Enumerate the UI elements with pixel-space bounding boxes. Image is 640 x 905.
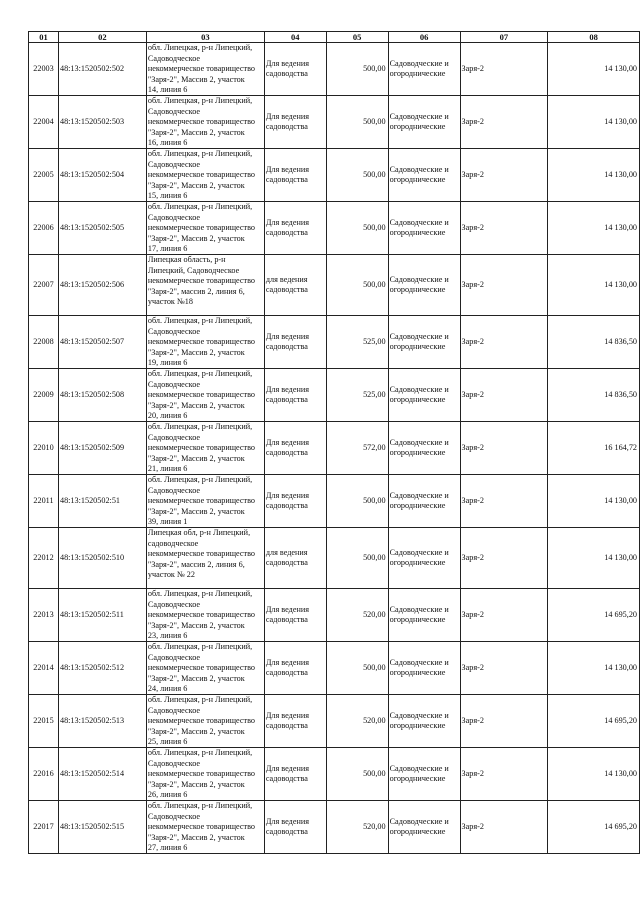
cell-line: обл. Липецкая, р-н Липецкий, xyxy=(147,642,253,651)
cell-line: садоводства xyxy=(265,69,308,78)
value-cell: 14 130,00 xyxy=(548,475,640,528)
area-cell: 520,00 xyxy=(326,695,388,748)
table-body xyxy=(29,43,640,854)
cell-line: Для ведения xyxy=(265,58,309,68)
cell-line: Садоводческие и xyxy=(389,111,449,121)
cell-line: некоммерческое товарищество xyxy=(147,276,255,286)
cell-line: Садоводческое xyxy=(147,379,201,389)
zone-cell: Заря-2 xyxy=(460,695,548,748)
land-use-cell xyxy=(264,642,326,695)
zone-cell: Заря-2 xyxy=(460,642,548,695)
category-cell xyxy=(388,695,460,748)
column-header: 01 xyxy=(29,32,59,43)
table-row xyxy=(29,748,640,801)
address-cell xyxy=(146,475,264,528)
cell-line: участок № 22 xyxy=(147,570,195,580)
cell-line: 21, линия 6 xyxy=(147,464,188,474)
category-cell xyxy=(388,369,460,422)
cell-line: садоводства xyxy=(265,175,308,184)
cell-line: некоммерческое товарищество xyxy=(147,822,255,832)
address-cell xyxy=(146,43,264,96)
value-cell: 14 130,00 xyxy=(548,96,640,149)
cell-line: Садоводческие и xyxy=(389,763,449,773)
column-header: 08 xyxy=(548,32,640,43)
value-cell: 14 130,00 xyxy=(548,528,640,589)
column-header: 03 xyxy=(146,32,264,43)
cadastral-number: 48:13:1520502:51 xyxy=(58,475,146,528)
cell-line: обл. Липецкая, р-н Липецкий, xyxy=(147,695,253,704)
cell-line: Садоводческие и xyxy=(389,331,449,341)
cell-line: Садоводческие и xyxy=(389,816,449,826)
cell-line: Садоводческие и xyxy=(389,547,449,557)
cell-line: для ведения xyxy=(265,274,308,284)
cell-line: огороднические xyxy=(389,175,446,184)
cell-line: некоммерческое товарищество xyxy=(147,223,255,233)
address-cell xyxy=(146,202,264,255)
land-use-cell xyxy=(264,589,326,642)
cell-line: огороднические xyxy=(389,448,446,457)
cell-line: некоммерческое товарищество xyxy=(147,170,255,180)
cell-line: Для ведения xyxy=(265,164,309,174)
cell-line: для ведения xyxy=(265,547,308,557)
cell-line: Садоводческое xyxy=(147,599,201,609)
cell-line: садоводства xyxy=(265,501,308,510)
cell-line: 17, линия 6 xyxy=(147,244,188,254)
land-use-cell xyxy=(264,748,326,801)
land-use-cell xyxy=(264,422,326,475)
address-cell xyxy=(146,589,264,642)
address-cell xyxy=(146,149,264,202)
category-cell xyxy=(388,748,460,801)
land-plots-table xyxy=(28,31,640,854)
cell-line: садоводства xyxy=(265,721,308,730)
zone-cell: Заря-2 xyxy=(460,475,548,528)
zone-cell: Заря-2 xyxy=(460,748,548,801)
cell-line: обл. Липецкая, р-н Липецкий, xyxy=(147,202,253,211)
cell-line: "Заря-2", Массив 2, участок xyxy=(147,400,245,410)
zone-cell: Заря-2 xyxy=(460,96,548,149)
cell-line: 16, линия 6 xyxy=(147,138,188,148)
row-number: 22013 xyxy=(29,589,59,642)
row-number: 22015 xyxy=(29,695,59,748)
row-number: 22016 xyxy=(29,748,59,801)
zone-cell: Заря-2 xyxy=(460,801,548,854)
zone-cell: Заря-2 xyxy=(460,255,548,316)
area-cell: 500,00 xyxy=(326,528,388,589)
table-row xyxy=(29,695,640,748)
cell-line: некоммерческое товарищество xyxy=(147,496,255,506)
cell-line: обл. Липецкая, р-н Липецкий, xyxy=(147,369,253,378)
cell-line: обл. Липецкая, р-н Липецкий, xyxy=(147,589,253,598)
area-cell: 500,00 xyxy=(326,642,388,695)
cell-line: Садоводческие и xyxy=(389,490,449,500)
area-cell: 525,00 xyxy=(326,369,388,422)
address-cell xyxy=(146,316,264,369)
cell-line: 19, линия 6 xyxy=(147,358,188,368)
address-cell xyxy=(146,255,264,316)
cell-line: Садоводческие и xyxy=(389,58,449,68)
cell-line: обл. Липецкая, р-н Липецкий, xyxy=(147,748,253,757)
cadastral-number: 48:13:1520502:508 xyxy=(58,369,146,422)
land-use-cell xyxy=(264,695,326,748)
cell-line: некоммерческое товарищество xyxy=(147,769,255,779)
column-header: 06 xyxy=(388,32,460,43)
cell-line: садоводства xyxy=(265,615,308,624)
value-cell: 14 130,00 xyxy=(548,255,640,316)
row-number: 22011 xyxy=(29,475,59,528)
cell-line: некоммерческое товарищество xyxy=(147,64,255,74)
value-cell: 14 130,00 xyxy=(548,202,640,255)
row-number: 22008 xyxy=(29,316,59,369)
cell-line: Садоводческое xyxy=(147,811,201,821)
cell-line: огороднические xyxy=(389,228,446,237)
category-cell xyxy=(388,642,460,695)
cell-line: огороднические xyxy=(389,285,446,294)
address-cell xyxy=(146,748,264,801)
area-cell: 500,00 xyxy=(326,43,388,96)
cell-line: "Заря-2", Массив 2, участок xyxy=(147,506,245,516)
cell-line: Садоводческое xyxy=(147,758,201,768)
cell-line: 14, линия 6 xyxy=(147,85,188,95)
cell-line: Для ведения xyxy=(265,657,309,667)
cell-line: Липецкая обл, р-н Липецкий, xyxy=(147,528,251,537)
cell-line: 39, линия 1 xyxy=(147,517,188,527)
table-row xyxy=(29,801,640,854)
cell-line: Для ведения xyxy=(265,217,309,227)
land-use-cell xyxy=(264,43,326,96)
value-cell: 14 836,50 xyxy=(548,316,640,369)
cell-line: Садоводческое xyxy=(147,159,201,169)
land-use-cell xyxy=(264,369,326,422)
cell-line: обл. Липецкая, р-н Липецкий, xyxy=(147,43,253,52)
row-number: 22003 xyxy=(29,43,59,96)
cell-line: "Заря-2", Массив 2, участок xyxy=(147,233,245,243)
cadastral-number: 48:13:1520502:503 xyxy=(58,96,146,149)
header-row xyxy=(29,32,640,43)
table-row xyxy=(29,316,640,369)
column-header: 02 xyxy=(58,32,146,43)
category-cell xyxy=(388,422,460,475)
cell-line: Липецкий, Садоводческое xyxy=(147,265,240,275)
cell-line: 20, линия 6 xyxy=(147,411,188,421)
cell-line: некоммерческое товарищество xyxy=(147,716,255,726)
value-cell: 14 130,00 xyxy=(548,748,640,801)
cell-line: Садоводческие и xyxy=(389,274,449,284)
cadastral-number: 48:13:1520502:515 xyxy=(58,801,146,854)
table-row xyxy=(29,475,640,528)
cell-line: Садоводческие и xyxy=(389,437,449,447)
table-row xyxy=(29,528,640,589)
table-row xyxy=(29,642,640,695)
cell-line: садоводства xyxy=(265,342,308,351)
row-number: 22006 xyxy=(29,202,59,255)
registry-sheet xyxy=(28,31,640,854)
table-row xyxy=(29,255,640,316)
cell-line: обл. Липецкая, р-н Липецкий, xyxy=(147,316,253,325)
address-cell xyxy=(146,369,264,422)
cell-line: Садоводческое xyxy=(147,212,201,222)
category-cell xyxy=(388,316,460,369)
area-cell: 572,00 xyxy=(326,422,388,475)
cadastral-number: 48:13:1520502:514 xyxy=(58,748,146,801)
area-cell: 500,00 xyxy=(326,748,388,801)
cell-line: Садоводческие и xyxy=(389,384,449,394)
area-cell: 500,00 xyxy=(326,96,388,149)
cell-line: садоводческое xyxy=(147,538,199,548)
cell-line: огороднические xyxy=(389,827,446,836)
address-cell xyxy=(146,96,264,149)
cell-line: обл. Липецкая, р-н Липецкий, xyxy=(147,801,253,810)
cell-line: садоводства xyxy=(265,395,308,404)
cell-line: Для ведения xyxy=(265,710,309,720)
row-number: 22007 xyxy=(29,255,59,316)
cell-line: обл. Липецкая, р-н Липецкий, xyxy=(147,96,253,105)
cell-line: "Заря-2", Массив 2, участок xyxy=(147,832,245,842)
cell-line: огороднические xyxy=(389,774,446,783)
column-header: 04 xyxy=(264,32,326,43)
land-use-cell xyxy=(264,528,326,589)
cell-line: Садоводческое xyxy=(147,53,201,63)
cell-line: участок №18 xyxy=(147,297,193,307)
cell-line: "Заря-2", Массив 2, участок xyxy=(147,779,245,789)
cell-line: 24, линия 6 xyxy=(147,684,188,694)
cell-line: 27, линия 6 xyxy=(147,843,188,853)
land-use-cell xyxy=(264,202,326,255)
cell-line: Липецкая область, р-н xyxy=(147,255,226,264)
cell-line: обл. Липецкая, р-н Липецкий, xyxy=(147,475,253,484)
land-use-cell xyxy=(264,96,326,149)
cell-line: Для ведения xyxy=(265,437,309,447)
cell-line: некоммерческое товарищество xyxy=(147,549,255,559)
cell-line: садоводства xyxy=(265,122,308,131)
cadastral-number: 48:13:1520502:510 xyxy=(58,528,146,589)
cadastral-number: 48:13:1520502:505 xyxy=(58,202,146,255)
category-cell xyxy=(388,528,460,589)
area-cell: 500,00 xyxy=(326,255,388,316)
category-cell xyxy=(388,96,460,149)
cell-line: 26, линия 6 xyxy=(147,790,188,800)
cell-line: некоммерческое товарищество xyxy=(147,443,255,453)
value-cell: 16 164,72 xyxy=(548,422,640,475)
cell-line: садоводства xyxy=(265,668,308,677)
cell-line: некоммерческое товарищество xyxy=(147,117,255,127)
address-cell xyxy=(146,695,264,748)
cell-line: 25, линия 6 xyxy=(147,737,188,747)
row-number: 22014 xyxy=(29,642,59,695)
cell-line: 15, линия 6 xyxy=(147,191,188,201)
row-number: 22004 xyxy=(29,96,59,149)
cadastral-number: 48:13:1520502:507 xyxy=(58,316,146,369)
cell-line: Для ведения xyxy=(265,490,309,500)
value-cell: 14 695,20 xyxy=(548,695,640,748)
category-cell xyxy=(388,202,460,255)
category-cell xyxy=(388,475,460,528)
value-cell: 14 836,50 xyxy=(548,369,640,422)
cell-line: Садоводческое xyxy=(147,485,201,495)
cell-line: "Заря-2", Массив 2, участок xyxy=(147,347,245,357)
cell-line: Садоводческие и xyxy=(389,217,449,227)
cell-line: Садоводческие и xyxy=(389,164,449,174)
cell-line: огороднические xyxy=(389,69,446,78)
zone-cell: Заря-2 xyxy=(460,369,548,422)
address-cell xyxy=(146,528,264,589)
cadastral-number: 48:13:1520502:504 xyxy=(58,149,146,202)
table-row xyxy=(29,43,640,96)
land-use-cell xyxy=(264,316,326,369)
column-header: 05 xyxy=(326,32,388,43)
cell-line: "Заря-2", Массив 2, участок xyxy=(147,620,245,630)
cell-line: Для ведения xyxy=(265,763,309,773)
land-use-cell xyxy=(264,475,326,528)
value-cell: 14 695,20 xyxy=(548,589,640,642)
row-number: 22017 xyxy=(29,801,59,854)
cell-line: Для ведения xyxy=(265,816,309,826)
value-cell: 14 130,00 xyxy=(548,149,640,202)
cell-line: садоводства xyxy=(265,228,308,237)
category-cell xyxy=(388,43,460,96)
area-cell: 500,00 xyxy=(326,149,388,202)
table-row xyxy=(29,96,640,149)
land-use-cell xyxy=(264,801,326,854)
cell-line: Садоводческое xyxy=(147,705,201,715)
land-use-cell xyxy=(264,255,326,316)
cell-line: огороднические xyxy=(389,501,446,510)
cell-line: Садоводческое xyxy=(147,652,201,662)
category-cell xyxy=(388,149,460,202)
cell-line: садоводства xyxy=(265,774,308,783)
address-cell xyxy=(146,422,264,475)
zone-cell: Заря-2 xyxy=(460,589,548,642)
value-cell: 14 695,20 xyxy=(548,801,640,854)
zone-cell: Заря-2 xyxy=(460,149,548,202)
area-cell: 525,00 xyxy=(326,316,388,369)
cell-line: обл. Липецкая, р-н Липецкий, xyxy=(147,149,253,158)
cell-line: Садоводческое xyxy=(147,106,201,116)
zone-cell: Заря-2 xyxy=(460,316,548,369)
cadastral-number: 48:13:1520502:512 xyxy=(58,642,146,695)
row-number: 22012 xyxy=(29,528,59,589)
land-use-cell xyxy=(264,149,326,202)
table-row xyxy=(29,422,640,475)
row-number: 22009 xyxy=(29,369,59,422)
cell-line: Для ведения xyxy=(265,331,309,341)
cadastral-number: 48:13:1520502:506 xyxy=(58,255,146,316)
area-cell: 500,00 xyxy=(326,475,388,528)
category-cell xyxy=(388,589,460,642)
table-row xyxy=(29,202,640,255)
category-cell xyxy=(388,255,460,316)
area-cell: 500,00 xyxy=(326,202,388,255)
cell-line: огороднические xyxy=(389,558,446,567)
cell-line: огороднические xyxy=(389,122,446,131)
cell-line: Для ведения xyxy=(265,111,309,121)
zone-cell: Заря-2 xyxy=(460,43,548,96)
cell-line: садоводства xyxy=(265,558,308,567)
cell-line: садоводства xyxy=(265,285,308,294)
row-number: 22010 xyxy=(29,422,59,475)
cadastral-number: 48:13:1520502:502 xyxy=(58,43,146,96)
cell-line: садоводства xyxy=(265,827,308,836)
cell-line: "Заря-2", массив 2, линия 6, xyxy=(147,286,245,296)
cell-line: садоводства xyxy=(265,448,308,457)
cell-line: "Заря-2", Массив 2, участок xyxy=(147,74,245,84)
value-cell: 14 130,00 xyxy=(548,43,640,96)
cell-line: "Заря-2", Массив 2, участок xyxy=(147,127,245,137)
cell-line: Для ведения xyxy=(265,384,309,394)
address-cell xyxy=(146,801,264,854)
cell-line: огороднические xyxy=(389,615,446,624)
cell-line: "Заря-2", Массив 2, участок xyxy=(147,453,245,463)
cell-line: "Заря-2", Массив 2, участок xyxy=(147,726,245,736)
cell-line: Для ведения xyxy=(265,604,309,614)
cell-line: огороднические xyxy=(389,721,446,730)
cell-line: некоммерческое товарищество xyxy=(147,390,255,400)
zone-cell: Заря-2 xyxy=(460,422,548,475)
cadastral-number: 48:13:1520502:509 xyxy=(58,422,146,475)
zone-cell: Заря-2 xyxy=(460,528,548,589)
cell-line: Садоводческое xyxy=(147,326,201,336)
cell-line: "Заря-2", Массив 2, участок xyxy=(147,180,245,190)
area-cell: 520,00 xyxy=(326,801,388,854)
cell-line: огороднические xyxy=(389,395,446,404)
cell-line: некоммерческое товарищество xyxy=(147,610,255,620)
table-row xyxy=(29,149,640,202)
row-number: 22005 xyxy=(29,149,59,202)
table-row xyxy=(29,369,640,422)
cell-line: некоммерческое товарищество xyxy=(147,337,255,347)
category-cell xyxy=(388,801,460,854)
area-cell: 520,00 xyxy=(326,589,388,642)
cell-line: Садоводческие и xyxy=(389,657,449,667)
cadastral-number: 48:13:1520502:511 xyxy=(58,589,146,642)
value-cell: 14 130,00 xyxy=(548,642,640,695)
cell-line: "Заря-2", массив 2, линия 6, xyxy=(147,559,245,569)
zone-cell: Заря-2 xyxy=(460,202,548,255)
cell-line: Садоводческие и xyxy=(389,604,449,614)
table-row xyxy=(29,589,640,642)
cell-line: Садоводческие и xyxy=(389,710,449,720)
cell-line: "Заря-2", Массив 2, участок xyxy=(147,673,245,683)
column-header: 07 xyxy=(460,32,548,43)
cadastral-number: 48:13:1520502:513 xyxy=(58,695,146,748)
cell-line: некоммерческое товарищество xyxy=(147,663,255,673)
cell-line: огороднические xyxy=(389,342,446,351)
cell-line: огороднические xyxy=(389,668,446,677)
cell-line: 23, линия 6 xyxy=(147,631,188,641)
cell-line: Садоводческое xyxy=(147,432,201,442)
cell-line: обл. Липецкая, р-н Липецкий, xyxy=(147,422,253,431)
address-cell xyxy=(146,642,264,695)
